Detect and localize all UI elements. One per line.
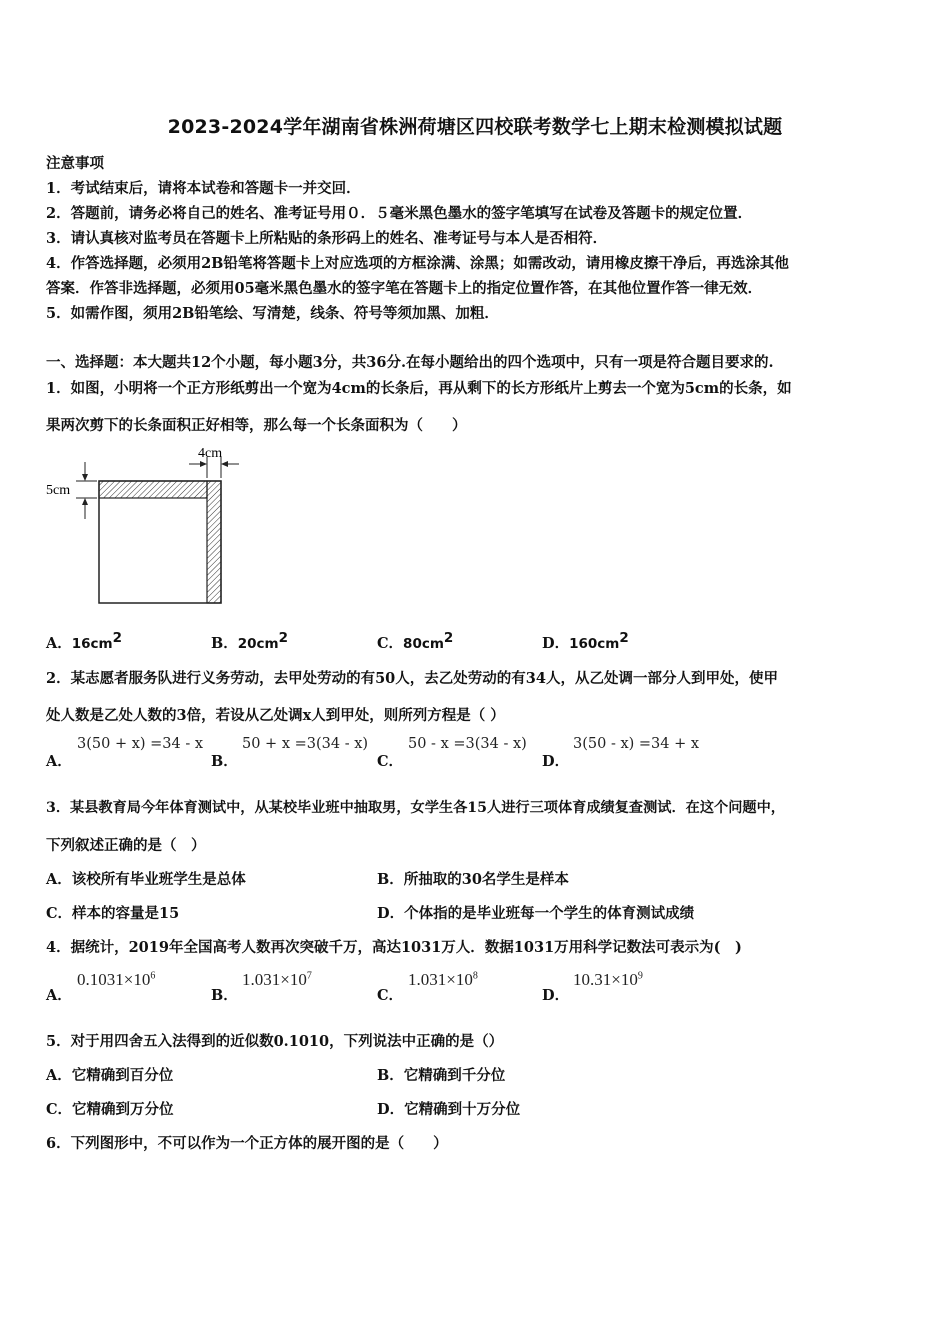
q4-option-d-letter[interactable]: D． <box>542 987 570 1004</box>
question-2-line-2: 处人数是乙处人数的3倍，若设从乙处调x人到甲处，则所列方程是（ ） <box>46 707 505 724</box>
option-value: 20cm <box>237 635 279 652</box>
sci-base: 1.031×10 <box>408 970 473 989</box>
q5-option-b[interactable]: B．它精确到千分位 <box>377 1067 506 1084</box>
sci-exp: 9 <box>637 970 643 982</box>
q3-option-a[interactable]: A．该校所有毕业班学生是总体 <box>46 871 246 888</box>
q4-option-b-letter[interactable]: B． <box>211 987 238 1004</box>
q4-option-b-expr <box>242 970 312 990</box>
q3-option-b[interactable]: B．所抽取的30名学生是样本 <box>377 871 569 888</box>
sci-base: 10.31×10 <box>573 970 638 989</box>
question-1-figure <box>44 444 254 612</box>
sci-exp: 6 <box>150 970 156 982</box>
option-letter: D． <box>542 634 570 652</box>
question-5-line-1: 5．对于用四舍五入法得到的近似数0.1010，下列说法中正确的是（） <box>46 1033 504 1050</box>
label-left: 5cm <box>46 483 71 498</box>
q3-option-c[interactable]: C．样本的容量是15 <box>46 905 180 922</box>
option-value: 160cm <box>569 635 620 652</box>
sci-exp: 7 <box>306 970 312 982</box>
sci-base: 0.1031×10 <box>77 970 151 989</box>
q4-option-a-letter[interactable]: A． <box>46 987 72 1004</box>
question-6-line-1: 6．下列图形中，不可以作为一个正方体的展开图的是（ ） <box>46 1135 448 1152</box>
vertical-strip <box>207 481 221 603</box>
q2-option-a-expr: 3(50 + x) =34 - x <box>77 736 204 752</box>
q2-option-d-expr: 3(50 - x) =34 + x <box>573 736 700 752</box>
option-unit-exp: 2 <box>278 630 289 646</box>
question-1-line-1: 1．如图，小明将一个正方形纸剪出一个宽为4cm的长条后，再从剩下的长方形纸片上剪去一个宽为5cm的长条，如 <box>46 380 792 397</box>
q2-option-c-letter[interactable]: C． <box>377 753 404 770</box>
q5-option-a[interactable]: A．它精确到百分位 <box>46 1067 174 1084</box>
q4-option-a-expr <box>77 970 155 990</box>
question-3-line-1: 3．某县教育局今年体育测试中，从某校毕业班中抽取男，女学生各15人进行三项体育成绩复查测试．在这个问题中， <box>46 800 785 816</box>
square-outline <box>99 481 221 603</box>
sci-exp: 8 <box>472 970 478 982</box>
square-strips-diagram <box>44 444 254 612</box>
q2-option-c-expr: 50 - x =3(34 - x) <box>408 736 527 752</box>
q2-option-b-expr: 50 + x =3(34 - x) <box>242 736 369 752</box>
section-heading: 一、选择题：本大题共12个小题，每小题3分，共36分.在每小题给出的四个选项中，只有一项是符合题目要求的. <box>46 354 774 371</box>
option-unit-exp: 2 <box>619 630 629 646</box>
question-4-line-1: 4．据统计，2019年全国高考人数再次突破千万，高达1031万人．数据1031万用科学记数法可表示为( ) <box>46 939 742 956</box>
notes-heading: 注意事项 <box>46 155 104 172</box>
option-unit-exp: 2 <box>443 630 454 646</box>
page-title: 2023-2024学年湖南省株洲荷塘区四校联考数学七上期末检测模拟试题 <box>167 116 783 138</box>
q4-option-c-letter[interactable]: C． <box>377 987 404 1004</box>
q1-option-c[interactable] <box>377 630 453 653</box>
q3-option-d[interactable]: D．个体指的是毕业班每一个学生的体育测试成绩 <box>377 905 695 922</box>
note-item: 2．答题前，请务必将自己的姓名、准考证号用０．５毫米黑色墨水的签字笔填写在试卷及答题卡的规定位置． <box>46 205 753 222</box>
option-letter: B． <box>211 634 238 652</box>
option-letter: A． <box>46 634 72 652</box>
q1-option-d[interactable] <box>542 630 629 653</box>
note-item: 答案．作答非选择题，必须用05毫米黑色墨水的签字笔在答题卡上的指定位置作答，在其他位置作答一律无效． <box>46 280 763 297</box>
option-value: 80cm <box>403 635 444 652</box>
option-letter: C． <box>377 634 404 652</box>
option-value: 16cm <box>71 635 113 652</box>
sci-base: 1.031×10 <box>242 970 307 989</box>
horizontal-strip <box>99 481 207 498</box>
q4-option-c-expr <box>408 970 478 990</box>
question-1-line-2: 果两次剪下的长条面积正好相等，那么每一个长条面积为（ ） <box>46 417 467 434</box>
note-item: 3．请认真核对监考员在答题卡上所粘贴的条形码上的姓名、准考证号与本人是否相符． <box>46 230 608 247</box>
q2-option-b-letter[interactable]: B． <box>211 753 238 770</box>
note-item: 1．考试结束后，请将本试卷和答题卡一并交回． <box>46 180 361 197</box>
label-top: 4cm <box>198 446 223 461</box>
note-item: 4．作答选择题，必须用2B铅笔将答题卡上对应选项的方框涂满、涂黑；如需改动，请用橡皮擦干净后，再选涂其他 <box>46 255 789 272</box>
q5-option-c[interactable]: C．它精确到万分位 <box>46 1101 174 1118</box>
q2-option-d-letter[interactable]: D． <box>542 753 570 770</box>
question-3-line-2: 下列叙述正确的是（ ） <box>46 837 206 854</box>
q5-option-d[interactable]: D．它精确到十万分位 <box>377 1101 521 1118</box>
q2-option-a-letter[interactable]: A． <box>46 753 72 770</box>
q1-option-a[interactable] <box>46 630 122 653</box>
q1-option-b[interactable] <box>211 630 288 653</box>
option-unit-exp: 2 <box>112 630 123 646</box>
q4-option-d-expr <box>573 970 643 990</box>
question-2-line-1: 2．某志愿者服务队进行义务劳动，去甲处劳动的有50人，去乙处劳动的有34人，从乙处调一部分人到甲处，使甲 <box>46 670 778 687</box>
note-item: 5．如需作图，须用2B铅笔绘、写清楚，线条、符号等须加黑、加粗． <box>46 305 499 322</box>
